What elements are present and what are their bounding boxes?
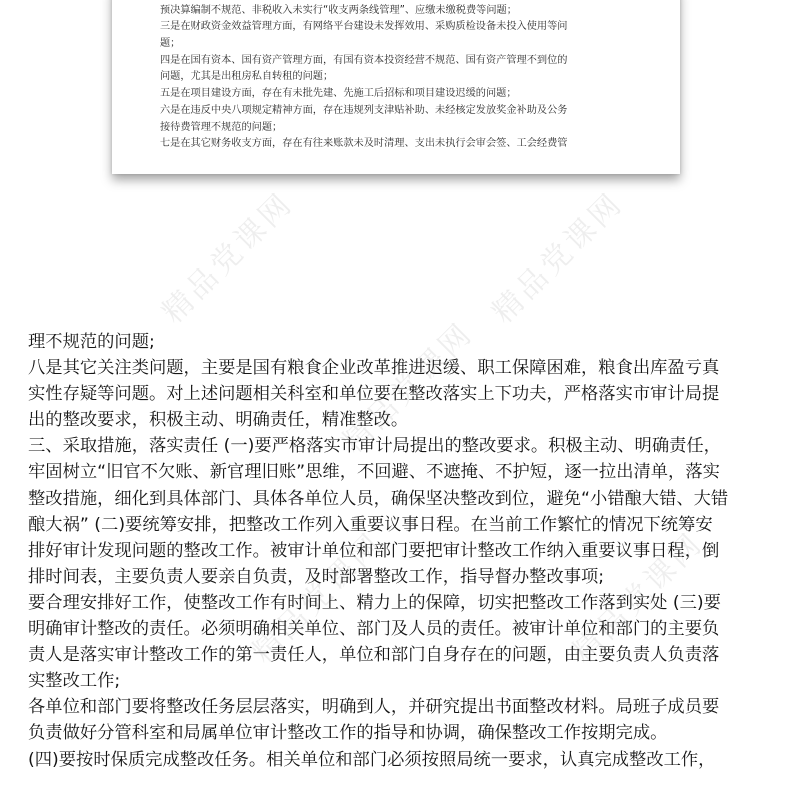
body-line: 三、采取措施，落实责任 (一)要严格落实市审计局提出的整改要求。积极主动、明确责任， [28,436,721,457]
body-line: 牢固树立“旧官不欠账、新官理旧账”思维，不回避、不遮掩、不护短，逐一拉出清单，落实 [28,462,720,483]
body-line: 负责做好分管科室和局属单位审计整改工作的指导和协调，确保整改工作按期完成。 [28,723,668,744]
body-line: 排时间表，主要负责人要亲自负责，及时部署整改工作，指导督办整改事项; [28,566,605,587]
watermark: 精品党课网 [565,525,711,671]
document-preview-card [112,0,680,174]
watermark: 精品党课网 [245,525,391,671]
body-line: 排好审计发现问题的整改工作。被审计单位和部门要把审计整改工作纳入重要议事日程，倒 [28,540,720,561]
preview-line: 题； [160,38,181,50]
body-line: 八是其它关注类问题，主要是国有粮食企业改革推进迟缓、职工保障困难，粮食出库盈亏真 [28,358,720,379]
preview-line: 问题，尤其是出租房私自转租的问题； [160,71,334,83]
body-line: 实性存疑等问题。对上述问题相关科室和单位要在整改落实上下功夫，严格落实市审计局提 [28,384,720,405]
document-body [28,329,788,773]
watermark: 精品党课网 [335,315,481,461]
preview-line: 接待费管理不规范的问题； [160,121,283,133]
body-line: (四)要按时保质完成整改任务。相关单位和部门必须按照局统一要求，认真完成整改工作， [28,749,716,770]
preview-line: 三是在财政资金效益管理方面，有网络平台建设未发挥效用、采购质检设备未投入使用等问 [160,21,568,33]
body-line: 要合理安排好工作，使整改工作有时间上、精力上的保障，切实把整改工作落到实处 (三)要 [28,592,721,613]
watermark: 精品党课网 [155,185,301,331]
preview-line: 六是在违反中央八项规定精神方面，存在违规列支津贴补助、未经核定发放奖金补助及公务 [160,104,568,116]
body-line: 酿大祸” (二)要统筹安排，把整改工作列入重要议事日程。在当前工作繁忙的情况下统筹安 [28,514,713,535]
preview-card-text [160,0,670,153]
watermark: 精品党课网 [485,185,631,331]
body-line: 明确审计整改的责任。必须明确相关单位、部门及人员的责任。被审计单位和部门的主要负 [28,619,720,640]
body-line: 出的整改要求，积极主动、明确责任，精准整改。 [28,410,409,431]
preview-line: 四是在国有资本、国有资产管理方面，有国有资本投资经营不规范、国有资产管理不到位的 [160,54,568,66]
body-line: 实整改工作; [28,671,121,692]
body-line: 责人是落实审计整改工作的第一责任人，单位和部门自身存在的问题，由主要负责人负责落 [28,645,720,666]
body-line: 理不规范的问题; [28,332,155,352]
body-line: 整改措施，细化到具体部门、具体各单位人员，确保坚决整改到位，避免“小错酿大错、大错 [28,488,729,509]
preview-line: 预决算编制不规范、非税收入未实行“收支两条线管理”、应缴未缴税费等问题； [160,4,517,16]
preview-line: 七是在其它财务收支方面，存在有往来账款未及时清理、支出未执行会审会签、工会经费管 [160,138,568,150]
body-line: 各单位和部门要将整改任务层层落实，明确到人，并研究提出书面整改材料。局班子成员要 [28,697,720,718]
preview-line: 五是在项目建设方面，存在有未批先建、先施工后招标和项目建设迟缓的问题； [160,88,517,100]
